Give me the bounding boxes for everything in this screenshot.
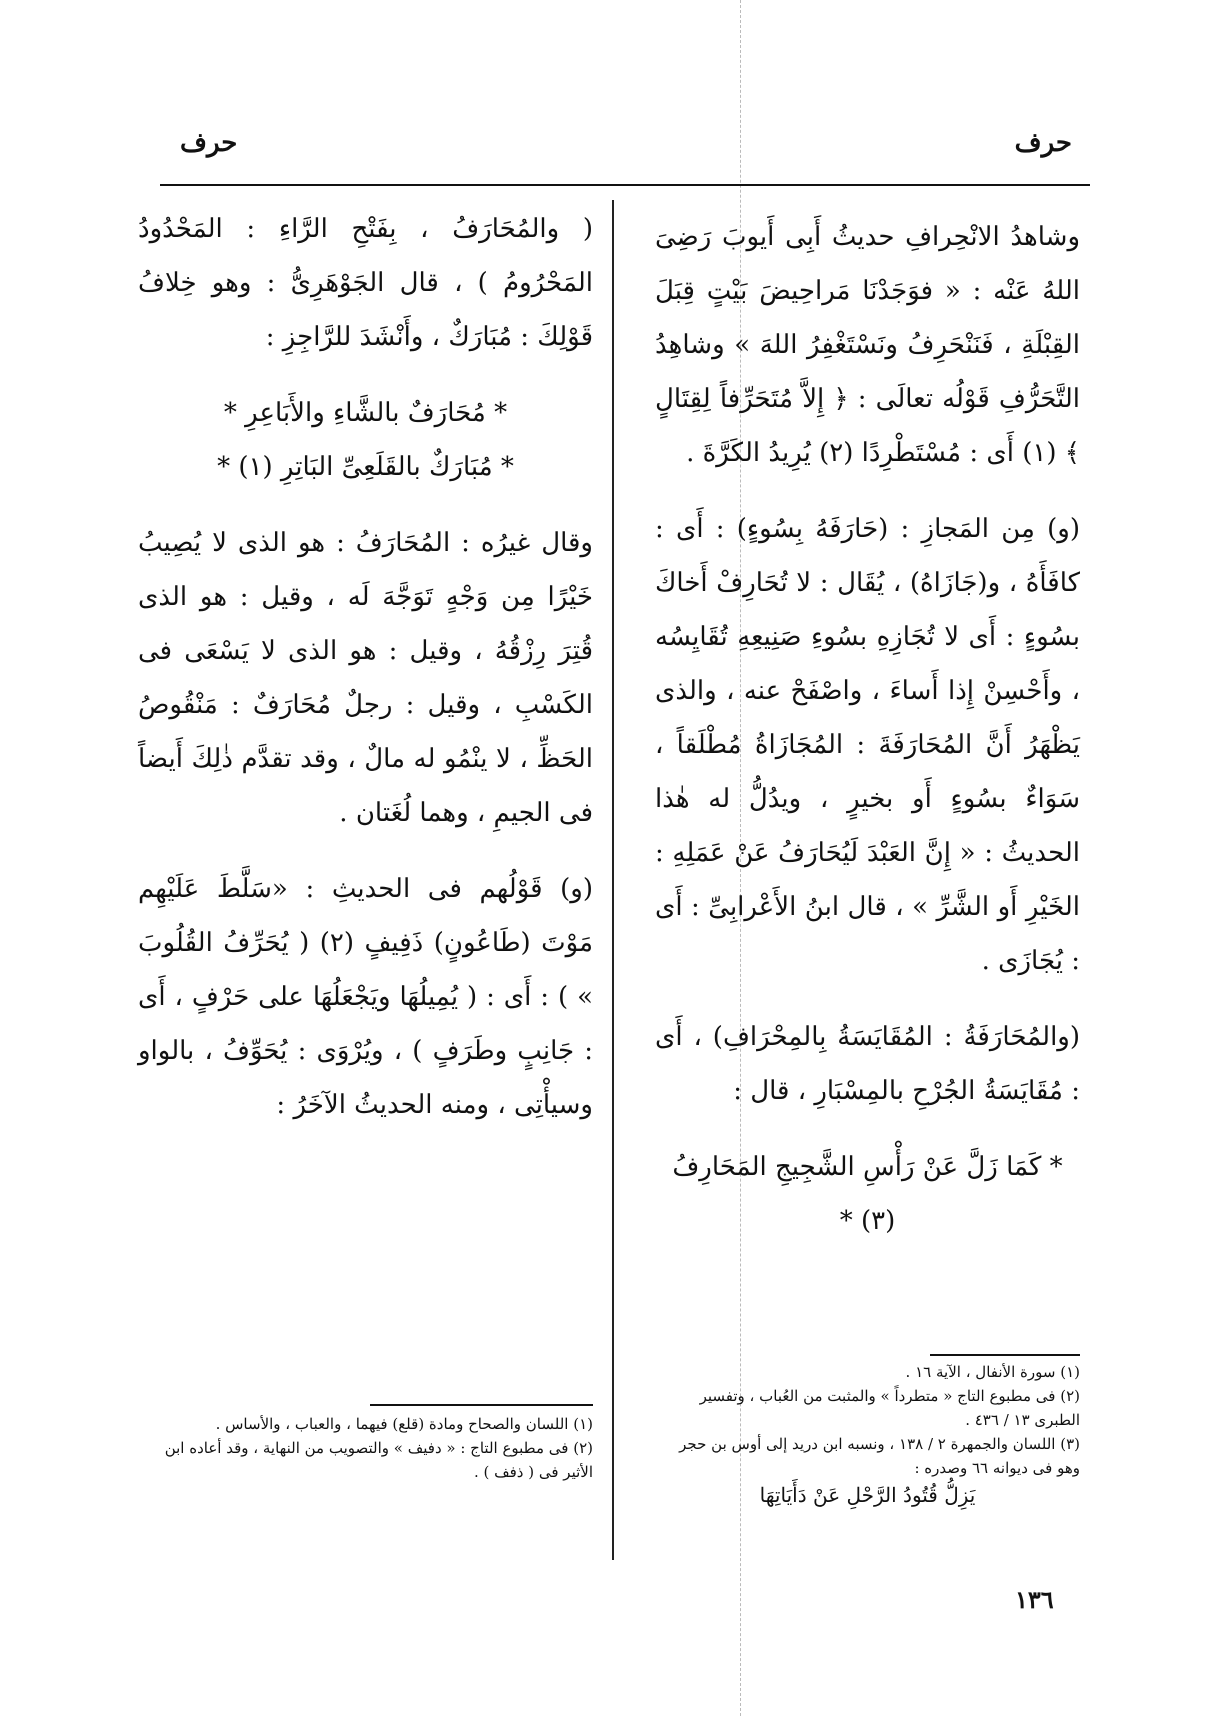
- header-rule: [160, 184, 1090, 186]
- column-divider: [612, 200, 614, 1560]
- footnotes-right: [655, 1360, 1080, 1510]
- footnote-right-1: (١) سورة الأنفال ، الآية ١٦ .: [905, 1363, 1080, 1381]
- verse-line-2: * مُبَارَكٌ بالقَلَعِىِّ البَاتِرِ (١) *: [217, 452, 514, 482]
- paragraph-muharaf: ( والمُحَارَفُ ، بِفَتْحِ الرَّاءِ : المَحْدُودُ المَحْرُومُ ) ، قال الجَوْهَرِىُّ : وهو خِلافُ قَوْلِكَ : مُبَارَكٌ ، وأَنْشَدَ للرَّاجِزِ :: [138, 214, 593, 352]
- page-number: ١٣٦: [1015, 1585, 1054, 1614]
- footnotes-left: [138, 1412, 593, 1484]
- right-column: [655, 210, 1080, 1248]
- paragraph-muharafa: (والمُحَارَفَةُ : المُقَايَسَةُ بِالمِحْرَافِ) ، أَى : مُقَايَسَةُ الجُرْحِ بالمِسْبَارِ ، قال :: [655, 1022, 1080, 1106]
- running-header-right: حرف: [1014, 128, 1072, 158]
- footnote-left-1: (١) اللسان والصحاح ومادة (قلع) فيهما ، والعباب ، والأساس .: [215, 1415, 593, 1433]
- verse-line-1: * مُحَارَفٌ بالشَّاءِ والأَبَاعِرِ *: [223, 398, 508, 428]
- footnote-right-3: (٣) اللسان والجمهرة ٢ / ١٣٨ ، ونسبه ابن دريد إلى أوس بن حجر وهو فى ديوانه ٦٦ وصدره :: [679, 1435, 1080, 1477]
- footnote-rule-right: [930, 1354, 1080, 1356]
- paragraph-inhiraf: وشاهدُ الانْحِرافِ حديثُ أَبِى أَيوبَ رَضِىَ اللهُ عَنْه : « فوَجَدْنَا مَراحِيضَ بَيْتٍ قِبَلَ القِبْلَةِ ، فَنَنْحَرِفُ ونَسْتَغْفِرُ اللهَ » وشاهِدُ التَّحَرُّفِ قَوْلُه تعالَى : ﴿ إِلاَّ مُتَحَرِّفاً لِقِتَالٍ ﴾ (١) أَى : مُسْتَطْرِدًا (٢) يُرِيدُ الكَرَّةَ .: [655, 222, 1080, 468]
- footnote-left-2: (٢) فى مطبوع التاج : « دفيف » والتصويب من النهاية ، وقد أعاده ابن الأثير فى ( ذفف ) .: [164, 1439, 593, 1481]
- running-header-left: حرف: [180, 128, 238, 158]
- paragraph-haarafahu: (و) مِن المَجازِ : (حَارَفَهُ بِسُوءٍ) : أَى : كافَأَهُ ، و(جَازَاهُ) ، يُقَال : لا تُحَارِفْ أَخاكَ بسُوءٍ : أَى لا تُجَازِهِ بسُوءِ صَنِيعِهِ تُقَايِسُه ، وأَحْسِنْ إِذا أَساءَ ، واصْفَحْ عنه ، والذى يَظْهَرُ أَنَّ المُحَارَفَةَ : المُجَازَاةُ مُطْلَقاً ، سَوَاءٌ بسُوءٍ أَو بخيرٍ ، ويدُلُّ له هٰذا الحديثُ : « إِنَّ العَبْدَ لَيُحَارَفُ عَنْ عَمَلِهِ : الخَيْرِ أَو الشَّرِّ » ، قال ابنُ الأَعْرابِىِّ : أَى : يُجَازَى .: [655, 514, 1080, 976]
- left-column: [138, 202, 593, 1154]
- paragraph-ghayruhu: وقال غيرُه : المُحَارَفُ : هو الذى لا يُصِيبُ خَيْرًا مِن وَجْهٍ تَوَجَّهَ لَه ، وقيل : هو الذى قُتِرَ رِزْقُهُ ، وقيل : هو الذى لا يَسْعَى فى الكَسْبِ ، وقيل : رجلٌ مُحَارَفٌ : مَنْقُوصُ الحَظِّ ، لا ينْمُو له مالٌ ، وقد تقدَّم ذٰلِكَ أَيضاً فى الجيمِ ، وهما لُغَتان .: [138, 528, 593, 828]
- footnote-right-verse: يَزِلُّ قُتُودُ الرَّحْلِ عَنْ دَأَيَاتِهَا: [759, 1483, 976, 1507]
- footnote-rule-left: [370, 1404, 593, 1406]
- footnote-right-2: (٢) فى مطبوع التاج « متطرداً » والمثبت من العُباب ، وتفسير الطبرى ١٣ / ٤٣٦ .: [699, 1387, 1080, 1429]
- paragraph-hadith: (و) قَوْلُهم فى الحديثِ : «سَلَّطَ عَلَيْهِم مَوْتَ (طَاعُونٍ) ذَفِيفٍ (٢) ( يُحَرِّفُ القُلُوبَ » ) : أَى : ( يُمِيلُهَا ويَجْعَلُهَا على حَرْفٍ ، أَى : جَانِبٍ وطَرَفٍ ) ، ويُرْوَى : يُحَوِّفُ ، بالواو وسيأْتِى ، ومنه الحديثُ الآخَرُ :: [138, 874, 594, 1120]
- verse-line: * كَمَا زَلَّ عَنْ رَأْسِ الشَّجِيجِ المَحَارِفُ (٣) *: [672, 1152, 1063, 1236]
